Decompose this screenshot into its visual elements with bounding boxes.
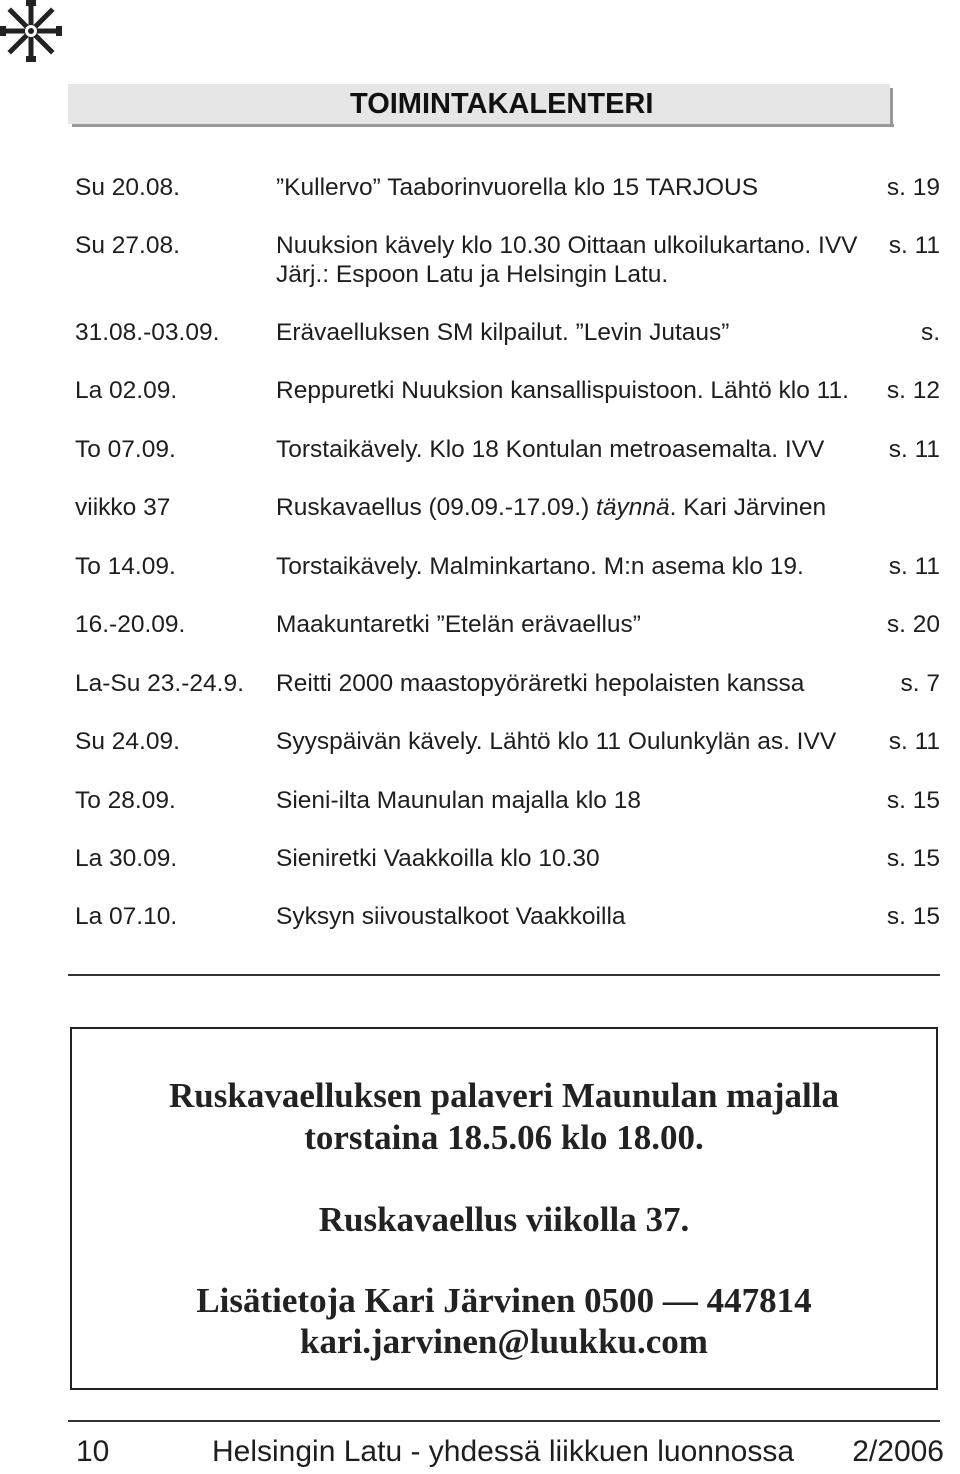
snowflake-logo-icon: [0, 0, 62, 62]
event-date: La-Su 23.-24.9.: [75, 670, 244, 697]
event-status-full: täynnä: [596, 494, 670, 521]
event-page-ref: s. 20: [886, 611, 940, 638]
event-description: Reitti 2000 maastopyöräretki hepolaisten kanssa: [276, 670, 805, 697]
event-description: Sieniretki Vaakkoilla klo 10.30: [276, 845, 600, 872]
notice-line: Ruskavaelluksen palaveri Maunulan majalla: [169, 1076, 839, 1115]
event-description: Syyspäivän kävely. Lähtö klo 11 Oulunkylän as. IVV: [276, 728, 837, 755]
title-shadow: [72, 124, 894, 127]
event-page-ref: s. 11: [888, 436, 940, 463]
event-page-ref: s. 15: [886, 845, 940, 872]
event-date: To 28.09.: [75, 787, 176, 814]
event-date: viikko 37: [75, 494, 171, 521]
notice-line: Lisätietoja Kari Järvinen 0500 — 447814: [196, 1281, 812, 1320]
title-shadow-right: [890, 88, 893, 127]
event-date: 31.08.-03.09.: [75, 319, 220, 346]
event-description: Sieni-ilta Maunulan majalla klo 18: [276, 787, 641, 814]
event-date: To 07.09.: [75, 436, 176, 463]
event-date: La 07.10.: [75, 903, 178, 930]
footer-divider: [68, 1420, 940, 1422]
event-page-ref: s. 15: [886, 787, 940, 814]
event-page-ref: s. 12: [886, 377, 940, 404]
event-date: Su 24.09.: [75, 728, 180, 755]
footer-publication: Helsingin Latu - yhdessä liikkuen luonnossa: [212, 1435, 795, 1468]
event-description: Torstaikävely. Malminkartano. M:n asema klo 19.: [276, 553, 804, 580]
footer-issue: 2/2006: [852, 1435, 944, 1468]
event-page-ref: s. 7: [900, 670, 940, 697]
event-description: [276, 493, 826, 523]
event-page-ref: s. 19: [886, 174, 940, 201]
event-page-ref: s. 15: [886, 903, 940, 930]
event-description: Nuuksion kävely klo 10.30 Oittaan ulkoilukartano. IVV: [276, 232, 858, 259]
event-page-ref: s. 11: [888, 728, 940, 755]
event-page-ref: s. 11: [888, 232, 940, 259]
event-description: Reppuretki Nuuksion kansallispuistoon. Lähtö klo 11.: [276, 377, 849, 404]
event-description: Torstaikävely. Klo 18 Kontulan metroasemalta. IVV: [276, 436, 825, 463]
event-page-ref: s. 11: [888, 553, 940, 580]
event-description: Erävaelluksen SM kilpailut. ”Levin Jutaus”: [276, 319, 730, 346]
divider: [68, 974, 940, 976]
footer-page-number: 10: [76, 1435, 110, 1468]
event-date: 16.-20.09.: [75, 611, 186, 638]
event-description: Maakuntaretki ”Etelän erävaellus”: [276, 611, 641, 638]
notice-line: Ruskavaellus viikolla 37.: [318, 1200, 690, 1239]
notice-email: kari.jarvinen@luukku.com: [300, 1322, 708, 1361]
event-date: Su 27.08.: [75, 232, 180, 259]
event-description: Syksyn siivoustalkoot Vaakkoilla: [276, 903, 626, 930]
page-title: TOIMINTAKALENTERI: [68, 84, 890, 124]
event-date: La 02.09.: [75, 377, 178, 404]
event-date: Su 20.08.: [75, 174, 180, 201]
event-date: La 30.09.: [75, 845, 178, 872]
event-description-line2: Järj.: Espoon Latu ja Helsingin Latu.: [276, 261, 669, 288]
notice-line: torstaina 18.5.06 klo 18.00.: [304, 1118, 704, 1157]
event-description-part: Ruskavaellus (09.09.-17.09.): [276, 494, 597, 521]
event-date: To 14.09.: [75, 553, 176, 580]
event-description: ”Kullervo” Taaborinvuorella klo 15 TARJOUS: [276, 174, 759, 201]
event-page-ref: s.: [920, 319, 940, 346]
event-description-part: . Kari Järvinen: [669, 494, 827, 521]
